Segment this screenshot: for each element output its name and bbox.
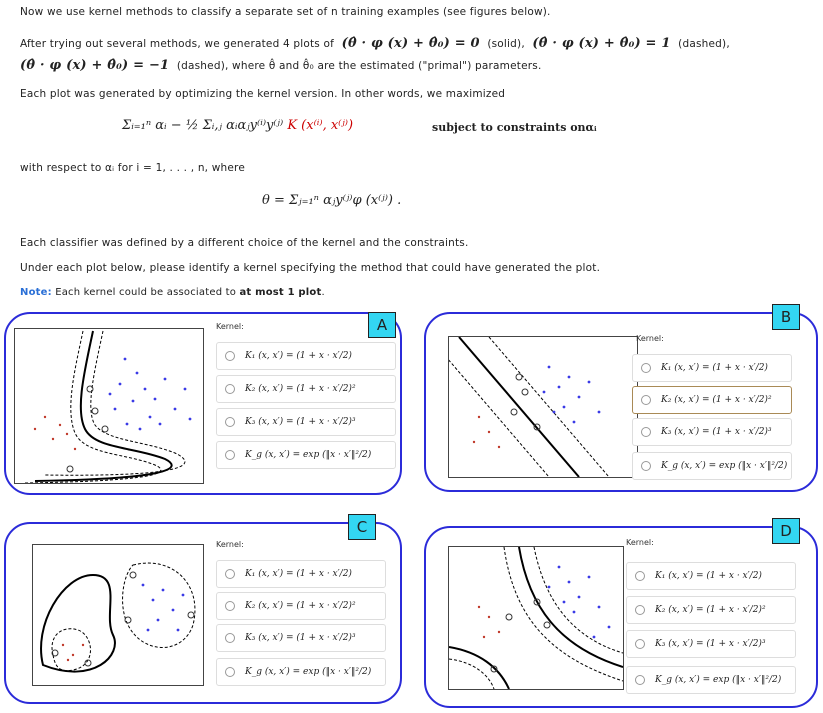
panel-b — [424, 308, 818, 492]
panel-b-option-k3[interactable] — [632, 418, 792, 446]
panel-b-option-kg[interactable] — [632, 452, 792, 480]
option-label: K_g (x, x′) = exp (‖x · x′‖²/2) — [655, 675, 782, 685]
option-label: K_g (x, x′) = exp (‖x · x′‖²/2) — [661, 461, 788, 471]
panel-c — [4, 518, 402, 704]
option-label: K₃ (x, x′) = (1 + x · x′/2)³ — [661, 427, 772, 437]
note-bold: at most 1 plot — [239, 287, 322, 298]
panel-a-option-k2[interactable] — [216, 375, 396, 403]
panel-a-label: A — [368, 312, 396, 338]
panel-b-kernel-title: Kernel: — [636, 334, 664, 343]
note-text: Each kernel could be associated to — [55, 287, 237, 298]
panel-d — [424, 522, 818, 708]
radio-icon — [225, 351, 235, 361]
radio-icon — [635, 639, 645, 649]
radio-icon — [635, 675, 645, 685]
plot-b-svg — [449, 337, 637, 477]
option-label: K₂ (x, x′) = (1 + x · x′/2)² — [245, 384, 356, 394]
option-label: K₂ (x, x′) = (1 + x · x′/2)² — [661, 395, 772, 405]
objective-equation — [122, 118, 353, 133]
theta-equation: θ = Σⱼ₌₁ⁿ αⱼy⁽ʲ⁾φ (x⁽ʲ⁾) . — [262, 193, 402, 208]
panel-d-label: D — [772, 518, 800, 544]
radio-icon — [225, 569, 235, 579]
radio-icon — [641, 395, 651, 405]
objective-sum: Σᵢ₌₁ⁿ αᵢ − ½ Σᵢ,ⱼ αᵢαⱼy⁽ⁱ⁾y⁽ʲ⁾ — [122, 118, 284, 133]
option-label: K₂ (x, x′) = (1 + x · x′/2)² — [655, 605, 766, 615]
radio-icon — [225, 417, 235, 427]
radio-icon — [225, 601, 235, 611]
dashed-label: (dashed), — [678, 38, 730, 50]
radio-icon — [225, 667, 235, 677]
intro-line-4: Each plot was generated by optimizing the kernel version. In other words, we maximized — [20, 88, 506, 100]
intro-line-1: Now we use kernel methods to classify a separate set of n training examples (see figures below). — [20, 6, 551, 18]
option-label: K₁ (x, x′) = (1 + x · x′/2) — [245, 351, 352, 361]
plot-a-svg — [15, 329, 203, 483]
plot-d — [448, 546, 624, 690]
radio-icon — [225, 384, 235, 394]
solid-label: (solid), — [487, 38, 525, 50]
option-label: K₁ (x, x′) = (1 + x · x′/2) — [245, 569, 352, 579]
panel-a-option-k3[interactable] — [216, 408, 396, 436]
intro-line-3-text: (dashed), where θ̂ and θ̂₀ are the estimated ("primal") parameters. — [176, 60, 542, 72]
panel-b-option-k1[interactable] — [632, 354, 792, 382]
panel-c-kernel-title: Kernel: — [216, 540, 244, 549]
plot-a — [14, 328, 204, 484]
radio-icon — [635, 605, 645, 615]
panel-c-option-k1[interactable] — [216, 560, 386, 588]
radio-icon — [225, 450, 235, 460]
option-label: K₁ (x, x′) = (1 + x · x′/2) — [655, 571, 762, 581]
radio-icon — [225, 633, 235, 643]
radio-icon — [641, 427, 651, 437]
intro-line-5: with respect to αᵢ for i = 1, . . . , n, where — [20, 162, 245, 174]
plot-b — [448, 336, 638, 478]
plot-c-svg — [33, 545, 203, 685]
option-label: K₁ (x, x′) = (1 + x · x′/2) — [661, 363, 768, 373]
option-label: K₃ (x, x′) = (1 + x · x′/2)³ — [245, 633, 356, 643]
panel-a-option-kg[interactable] — [216, 441, 396, 469]
plot-d-svg — [449, 547, 623, 689]
option-label: K_g (x, x′) = exp (‖x · x′‖²/2) — [245, 450, 372, 460]
note-label: Note: — [20, 287, 52, 298]
panel-c-option-k3[interactable] — [216, 624, 386, 652]
panel-b-label: B — [772, 304, 800, 330]
intro-line-2 — [20, 36, 730, 51]
option-label: K₃ (x, x′) = (1 + x · x′/2)³ — [655, 639, 766, 649]
panel-a-option-k1[interactable] — [216, 342, 396, 370]
panel-d-option-k3[interactable] — [626, 630, 796, 658]
panel-c-option-kg[interactable] — [216, 658, 386, 686]
panel-d-kernel-title: Kernel: — [626, 538, 654, 547]
kernel-term: K (x⁽ⁱ⁾, x⁽ʲ⁾) — [287, 118, 354, 133]
panel-d-option-k2[interactable] — [626, 596, 796, 624]
intro-line-2-text: After trying out several methods, we generated 4 plots of — [20, 38, 335, 50]
panel-b-option-k2[interactable] — [632, 386, 792, 414]
note — [20, 287, 325, 298]
panel-c-option-k2[interactable] — [216, 592, 386, 620]
plot-c — [32, 544, 204, 686]
equation-dashed-neg: (θ̂ · φ (x) + θ̂₀) = −1 — [20, 58, 170, 73]
option-label: K₂ (x, x′) = (1 + x · x′/2)² — [245, 601, 356, 611]
panel-d-option-kg[interactable] — [626, 666, 796, 694]
equation-solid: (θ̂ · φ (x) + θ̂₀) = 0 — [341, 36, 480, 51]
constraint-text: subject to constraints onαᵢ — [432, 121, 597, 134]
radio-icon — [635, 571, 645, 581]
option-label: K₃ (x, x′) = (1 + x · x′/2)³ — [245, 417, 356, 427]
panel-a — [4, 312, 402, 495]
panel-c-label: C — [348, 514, 376, 540]
panel-a-kernel-title: Kernel: — [216, 322, 244, 331]
intro-line-6: Each classifier was defined by a different choice of the kernel and the constraints. — [20, 237, 469, 249]
panel-d-option-k1[interactable] — [626, 562, 796, 590]
option-label: K_g (x, x′) = exp (‖x · x′‖²/2) — [245, 667, 372, 677]
intro-line-7: Under each plot below, please identify a kernel specifying the method that could have generated the plot. — [20, 262, 601, 274]
note-end: . — [321, 287, 325, 298]
radio-icon — [641, 461, 651, 471]
intro-line-3 — [20, 58, 541, 73]
radio-icon — [641, 363, 651, 373]
equation-dashed-pos: (θ̂ · φ (x) + θ̂₀) = 1 — [532, 36, 671, 51]
